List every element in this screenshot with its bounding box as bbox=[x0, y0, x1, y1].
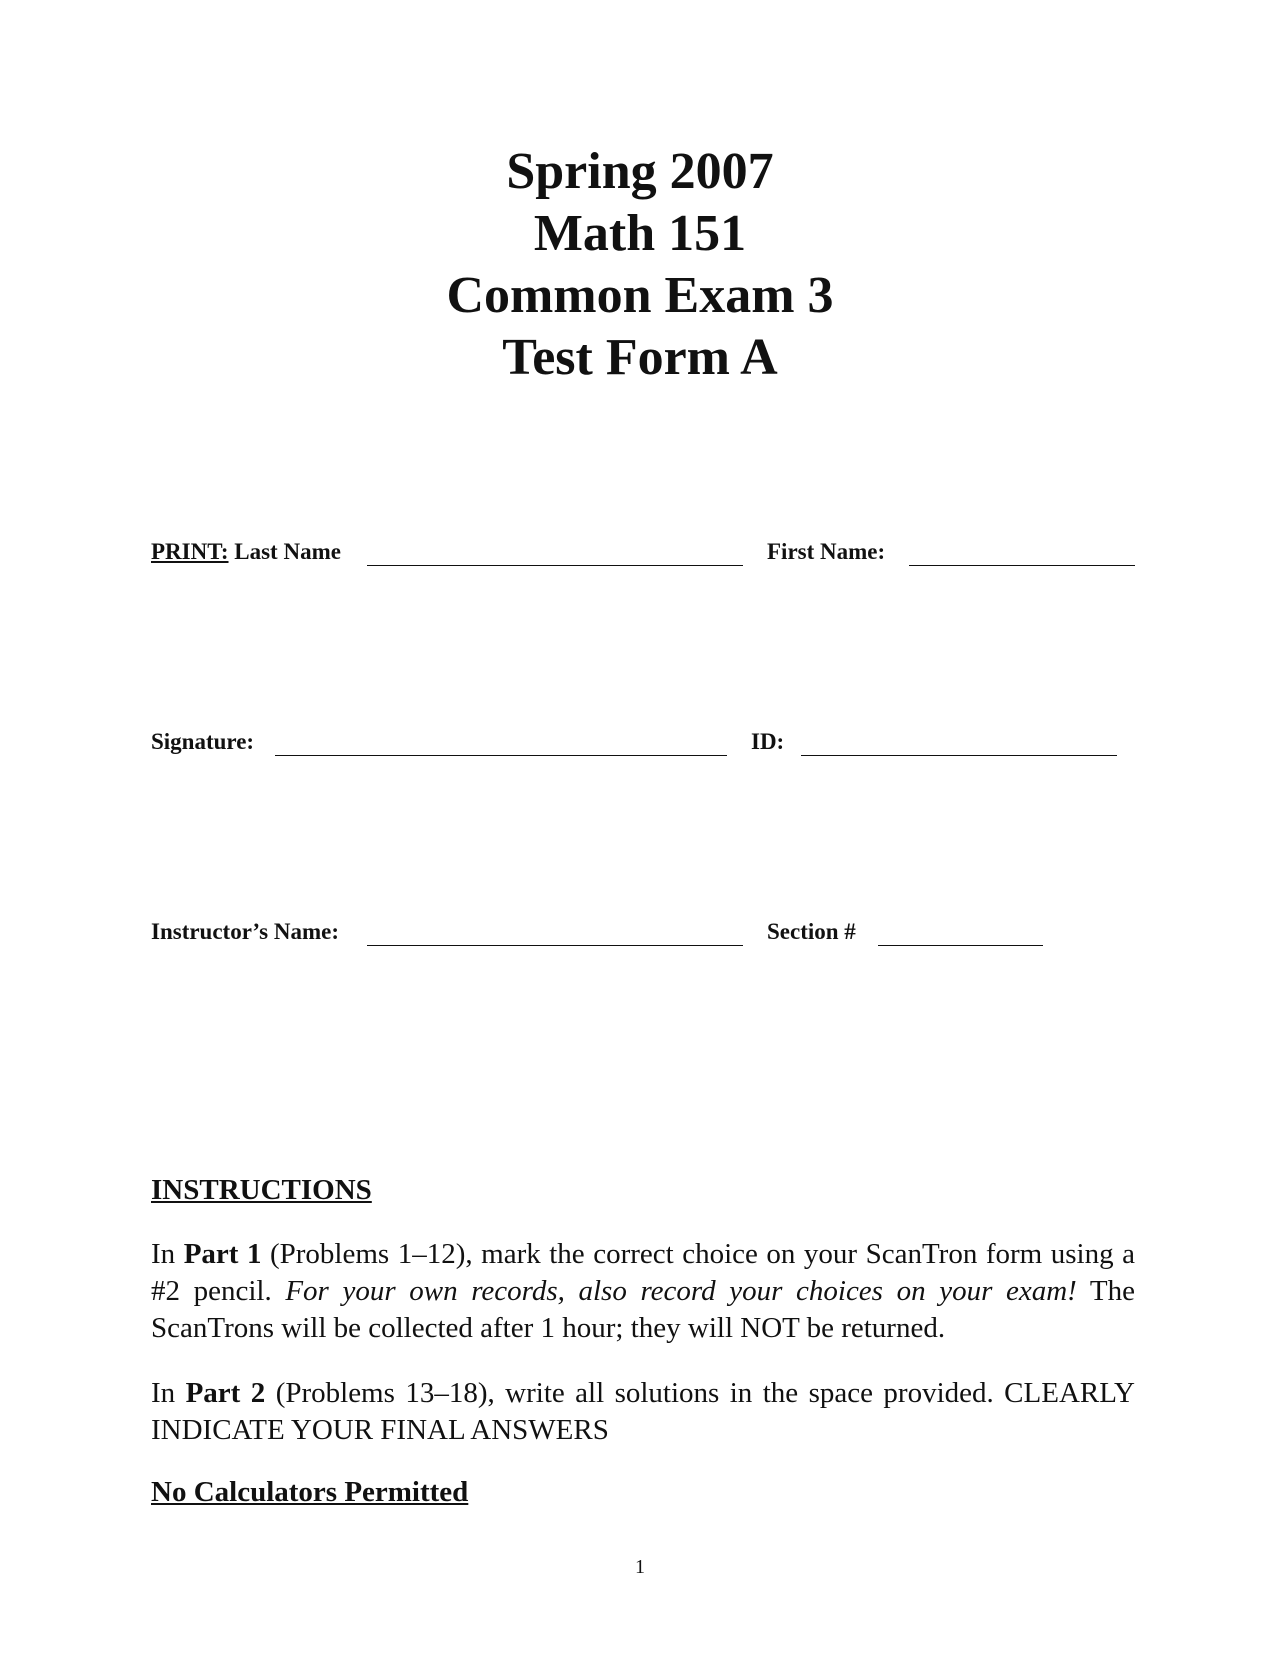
course-title: Math 151 bbox=[533, 205, 747, 262]
part1-text-end: The ScanTrons will be collected after 1 hour; they will NOT be returned. bbox=[151, 1275, 1136, 1344]
signature-label: Signature: bbox=[151, 729, 255, 754]
last-name-text: Last Name bbox=[228, 539, 341, 564]
part1-instructions bbox=[151, 1236, 1135, 1347]
exam-name-title: Common Exam 3 bbox=[446, 267, 834, 324]
last-name-blank[interactable] bbox=[367, 565, 743, 566]
id-blank[interactable] bbox=[801, 755, 1117, 756]
print-prefix: PRINT: bbox=[151, 539, 229, 564]
section-label: Section # bbox=[767, 919, 856, 944]
part2-instructions bbox=[151, 1375, 1135, 1449]
signature-blank[interactable] bbox=[275, 755, 727, 756]
section-blank[interactable] bbox=[878, 945, 1043, 946]
instructor-name-label: Instructor’s Name: bbox=[151, 919, 339, 944]
last-name-label bbox=[151, 538, 341, 566]
part1-italic-note: For your own records, also record your choices on your exam! bbox=[285, 1275, 1077, 1307]
id-label: ID: bbox=[751, 729, 785, 754]
first-name-blank[interactable] bbox=[909, 565, 1135, 566]
test-form-title: Test Form A bbox=[502, 329, 778, 386]
first-name-label: First Name: bbox=[767, 539, 886, 564]
instructor-name-blank[interactable] bbox=[367, 945, 743, 946]
part2-lead: In bbox=[151, 1377, 186, 1409]
part1-text: (Problems 1–12), mark the correct choice on your ScanTron form using a #2 pencil. bbox=[151, 1238, 1135, 1307]
instructions-heading: INSTRUCTIONS bbox=[151, 1174, 372, 1206]
part2-label: Part 2 bbox=[185, 1377, 266, 1409]
page-number: 1 bbox=[635, 1556, 645, 1578]
part1-label: Part 1 bbox=[183, 1238, 262, 1270]
exam-term-title: Spring 2007 bbox=[506, 143, 774, 200]
part1-lead: In bbox=[151, 1238, 184, 1270]
no-calculators-notice: No Calculators Permitted bbox=[151, 1476, 469, 1508]
part2-text: (Problems 13–18), write all solutions in the space provided. CLEARLY INDICATE YOUR FINAL ANSWERS bbox=[151, 1377, 1135, 1446]
